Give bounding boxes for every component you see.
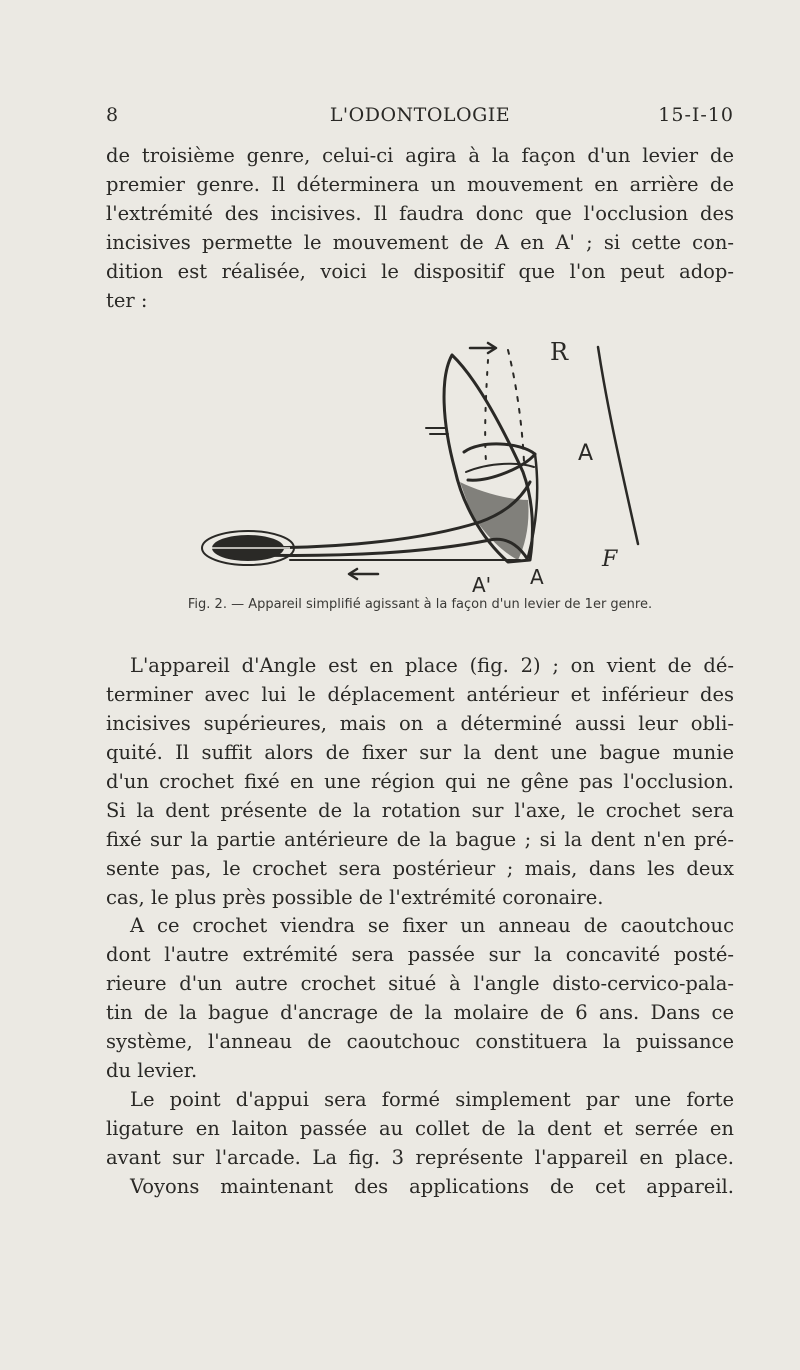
text-line: système, l'anneau de caoutchouc constituera la puissance [106,1030,734,1053]
text-line: cas, le plus près possible de l'extrémité coronaire. [106,886,604,909]
label-R: R [550,338,569,366]
text-line: terminer avec lui le déplacement antérieur et inférieur des [106,683,734,706]
text-line: A ce crochet viendra se fixer un anneau de caoutchouc [130,914,734,937]
text-line: rieure d'un autre crochet situé à l'angle disto-cervico-pala- [106,972,734,995]
text-line: dont l'autre extrémité sera passée sur la concavité posté- [106,943,734,966]
text-line: ligature en laiton passée au collet de la dent et serrée en [106,1117,734,1140]
text-line: sente pas, le crochet sera postérieur ; mais, dans les deux [106,857,734,880]
text-line: d'un crochet fixé en une région qui ne gêne pas l'occlusion. [106,770,734,793]
text-line: avant sur l'arcade. La fig. 3 représente l'appareil en place. [106,1146,734,1169]
label-A-prime: A' [472,573,492,592]
label-A-top: A [578,441,594,466]
text-line: tin de la bague d'ancrage de la molaire de 6 ans. Dans ce [106,1001,734,1024]
text-line: quité. Il suffit alors de fixer sur la dent une bague munie [106,741,734,764]
text-line: fixé sur la partie antérieure de la bague ; si la dent n'en pré- [106,828,734,851]
lever-line [598,347,638,544]
text-line: dition est réalisée, voici le dispositif que l'on peut adop- [106,260,734,283]
text-line: incisives supérieures, mais on a déterminé aussi leur obli- [106,712,734,735]
elastic-loop [528,454,537,557]
text-line: incisives permette le mouvement de A en A' ; si cette con- [106,231,734,254]
text-line: Le point d'appui sera formé simplement par une forte [130,1088,734,1111]
text-line: ter : [106,289,148,312]
figure-2-illustration [190,322,650,592]
tick-marks [426,428,448,434]
text-line: du levier. [106,1059,198,1082]
text-line: Si la dent présente de la rotation sur l'axe, le crochet sera [106,799,734,822]
text-line: l'extrémité des incisives. Il faudra donc que l'occlusion des [106,202,734,225]
text-line: de troisième genre, celui-ci agira à la façon d'un levier de [106,144,734,167]
label-F: F [602,547,618,572]
figure-caption: Fig. 2. — Appareil simplifié agissant à la façon d'un levier de 1er genre. [187,597,653,612]
text-line: L'appareil d'Angle est en place (fig. 2) ; on vient de dé- [130,654,734,677]
page-number: 8 [106,104,119,126]
running-title: L'ODONTOLOGIE [329,104,511,126]
label-A-bottom: A [530,565,544,589]
text-line: premier genre. Il déterminera un mouvement en arrière de [106,173,734,196]
text-line: Voyons maintenant des applications de cet appareil. [130,1175,734,1198]
page-header [106,104,734,134]
dotted-tooth-line-inner [485,360,488,462]
issue-date: 15-I-10 [658,104,734,126]
